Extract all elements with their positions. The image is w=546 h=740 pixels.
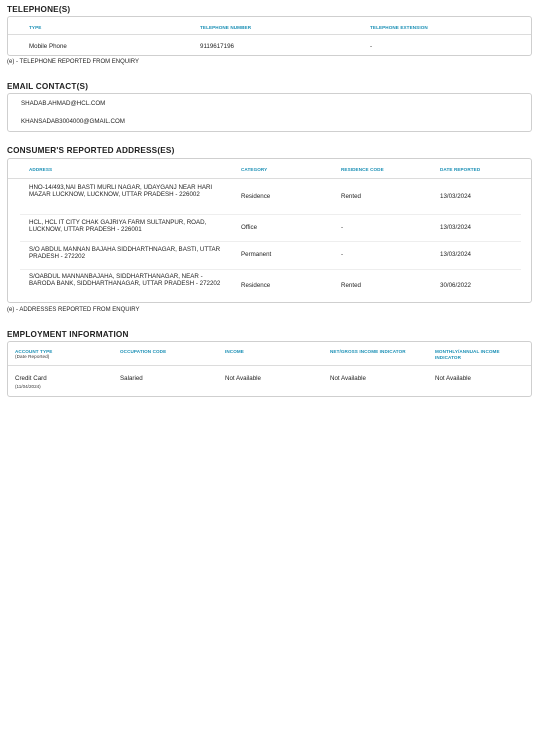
- header-address: ADDRESS: [29, 167, 53, 172]
- address-date: 13/03/2024: [440, 224, 471, 231]
- employment-income: Not Available: [225, 375, 262, 382]
- email-item: KHANSADAB3004000@GMAIL.COM: [21, 118, 125, 125]
- addresses-table: [7, 158, 532, 303]
- address-residence-code: -: [341, 224, 344, 231]
- header-occupation-code: OCCUPATION CODE: [120, 349, 167, 354]
- employment-occupation: Salaried: [120, 375, 143, 382]
- address-category: Residence: [241, 282, 271, 289]
- address-residence-code: -: [341, 251, 344, 258]
- emails-title: EMAIL CONTACT(S): [7, 82, 89, 91]
- divider: [8, 178, 531, 179]
- phone-type: Mobile Phone: [29, 43, 67, 50]
- address-date: 13/03/2024: [440, 193, 471, 200]
- address-category: Permanent: [241, 251, 272, 258]
- header-date-reported: DATE REPORTED: [440, 167, 481, 172]
- employment-net-gross: Not Available: [330, 375, 367, 382]
- address-residence-code: Rented: [341, 282, 361, 289]
- divider: [8, 34, 531, 35]
- telephones-note: (e) - TELEPHONE REPORTED FROM ENQUIRY: [7, 59, 140, 65]
- divider: [8, 365, 531, 366]
- row-divider: [20, 241, 521, 242]
- phone-extension: -: [370, 43, 373, 50]
- telephones-title: TELEPHONE(S): [7, 5, 71, 14]
- address-residence-code: Rented: [341, 193, 361, 200]
- row-divider: [20, 269, 521, 270]
- address-text: HNO-14/493,NAI BASTI MURLI NAGAR, UDAYGANJ NEAR HARI MAZAR LUCKNOW, LUCKNOW, UTTAR PRADESH - 226002: [29, 184, 213, 198]
- emails-box: [7, 93, 532, 132]
- header-type: TYPE: [29, 25, 42, 30]
- address-date: 30/06/2022: [440, 282, 471, 289]
- header-account-date-note: (Date Reported): [15, 354, 50, 359]
- header-category: CATEGORY: [241, 167, 268, 172]
- address-text: S/OABDUL MANNANBAJAHA, SIDDHARTHANAGAR, NEAR - BARODA BANK, SIDDHARTHANAGAR, UTTAR PRADESH - 272202: [29, 273, 221, 287]
- email-item: SHADAB.AHMAD@HCL.COM: [21, 100, 106, 107]
- employment-date-reported: (11/04/2024): [15, 384, 41, 389]
- address-category: Residence: [241, 193, 271, 200]
- header-monthly-annual-indicator: MONTHLY/ANNUAL INCOME INDICATOR: [435, 349, 500, 360]
- employment-title: EMPLOYMENT INFORMATION: [7, 330, 129, 339]
- address-date: 13/03/2024: [440, 251, 471, 258]
- employment-table: [7, 341, 532, 397]
- address-category: Office: [241, 224, 258, 231]
- employment-monthly-annual: Not Available: [435, 375, 472, 382]
- telephones-table: [7, 16, 532, 56]
- addresses-title: CONSUMER'S REPORTED ADDRESS(ES): [7, 146, 175, 155]
- addresses-note: (e) - ADDRESSES REPORTED FROM ENQUIRY: [7, 307, 140, 313]
- header-telephone-extension: TELEPHONE EXTENSION: [370, 25, 428, 30]
- employment-account-type: Credit Card: [15, 375, 47, 382]
- header-net-gross-indicator: NET/GROSS INCOME INDICATOR: [330, 349, 406, 354]
- address-text: S/O ABDUL MANNAN BAJAHA SIDDHARTHNAGAR, BASTI, UTTAR PRADESH - 272202: [29, 246, 221, 260]
- phone-number: 9119617196: [200, 43, 234, 50]
- address-text: HCL, HCL IT CITY CHAK GAJRIYA FARM SULTANPUR, ROAD, LUCKNOW, UTTAR PRADESH - 226001: [29, 219, 207, 233]
- row-divider: [20, 214, 521, 215]
- header-telephone-number: TELEPHONE NUMBER: [200, 25, 252, 30]
- header-income: INCOME: [225, 349, 244, 354]
- header-residence-code: RESIDENCE CODE: [341, 167, 384, 172]
- header-account-type: ACCOUNT TYPE: [15, 349, 53, 354]
